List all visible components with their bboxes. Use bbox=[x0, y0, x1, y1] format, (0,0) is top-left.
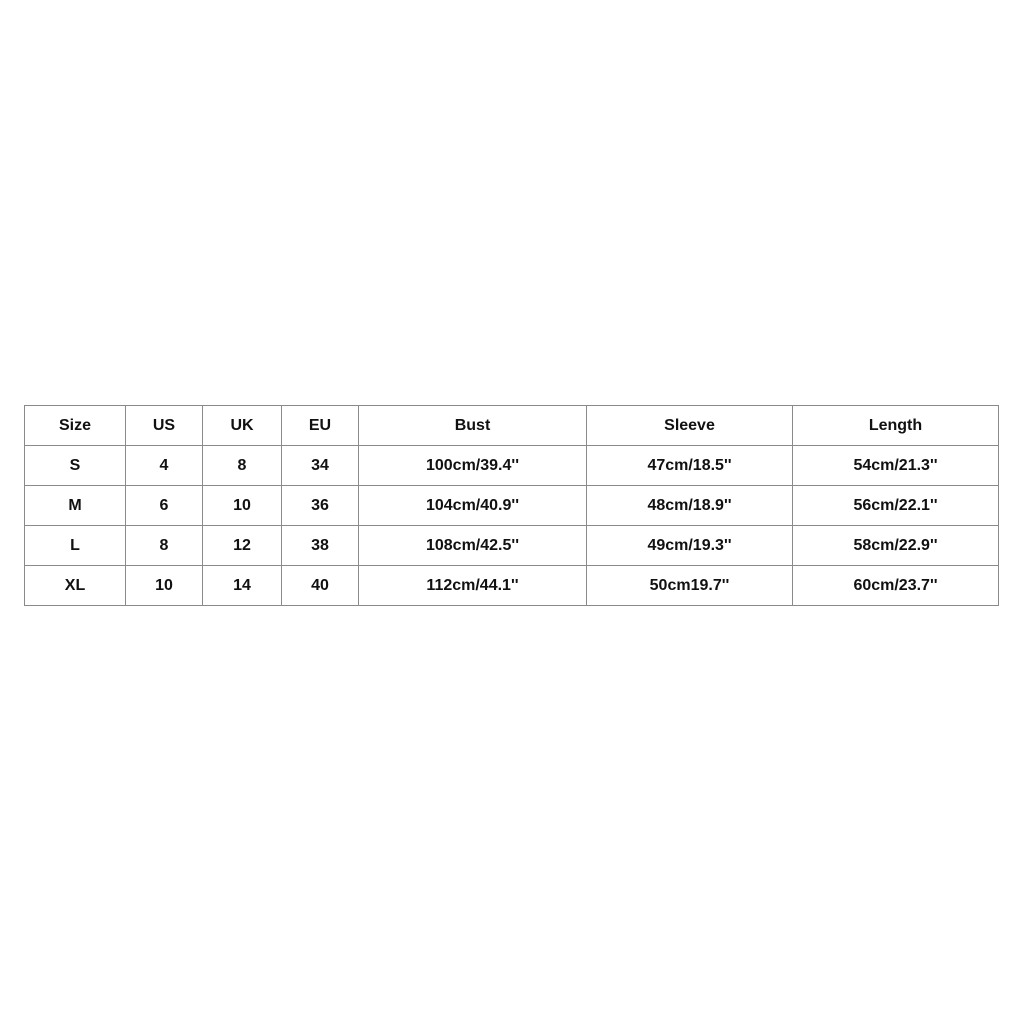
header-sleeve: Sleeve bbox=[587, 406, 793, 446]
cell-size: XL bbox=[25, 566, 126, 606]
table-header-row bbox=[25, 406, 999, 446]
cell-eu: 38 bbox=[282, 526, 359, 566]
header-eu: EU bbox=[282, 406, 359, 446]
cell-us: 4 bbox=[126, 446, 203, 486]
cell-uk: 10 bbox=[203, 486, 282, 526]
cell-eu: 40 bbox=[282, 566, 359, 606]
cell-us: 8 bbox=[126, 526, 203, 566]
cell-bust: 104cm/40.9'' bbox=[359, 486, 587, 526]
cell-size: S bbox=[25, 446, 126, 486]
cell-sleeve: 47cm/18.5'' bbox=[587, 446, 793, 486]
cell-size: M bbox=[25, 486, 126, 526]
size-chart-table bbox=[24, 405, 999, 606]
header-us: US bbox=[126, 406, 203, 446]
cell-uk: 8 bbox=[203, 446, 282, 486]
cell-size: L bbox=[25, 526, 126, 566]
table-row bbox=[25, 526, 999, 566]
cell-uk: 12 bbox=[203, 526, 282, 566]
cell-bust: 112cm/44.1'' bbox=[359, 566, 587, 606]
header-uk: UK bbox=[203, 406, 282, 446]
table-row bbox=[25, 486, 999, 526]
header-size: Size bbox=[25, 406, 126, 446]
cell-length: 54cm/21.3'' bbox=[793, 446, 999, 486]
cell-length: 58cm/22.9'' bbox=[793, 526, 999, 566]
cell-sleeve: 50cm19.7'' bbox=[587, 566, 793, 606]
table-row bbox=[25, 446, 999, 486]
header-length: Length bbox=[793, 406, 999, 446]
cell-eu: 34 bbox=[282, 446, 359, 486]
cell-sleeve: 48cm/18.9'' bbox=[587, 486, 793, 526]
cell-sleeve: 49cm/19.3'' bbox=[587, 526, 793, 566]
cell-uk: 14 bbox=[203, 566, 282, 606]
cell-bust: 108cm/42.5'' bbox=[359, 526, 587, 566]
cell-eu: 36 bbox=[282, 486, 359, 526]
cell-length: 60cm/23.7'' bbox=[793, 566, 999, 606]
cell-bust: 100cm/39.4'' bbox=[359, 446, 587, 486]
cell-length: 56cm/22.1'' bbox=[793, 486, 999, 526]
cell-us: 6 bbox=[126, 486, 203, 526]
cell-us: 10 bbox=[126, 566, 203, 606]
header-bust: Bust bbox=[359, 406, 587, 446]
table-row bbox=[25, 566, 999, 606]
